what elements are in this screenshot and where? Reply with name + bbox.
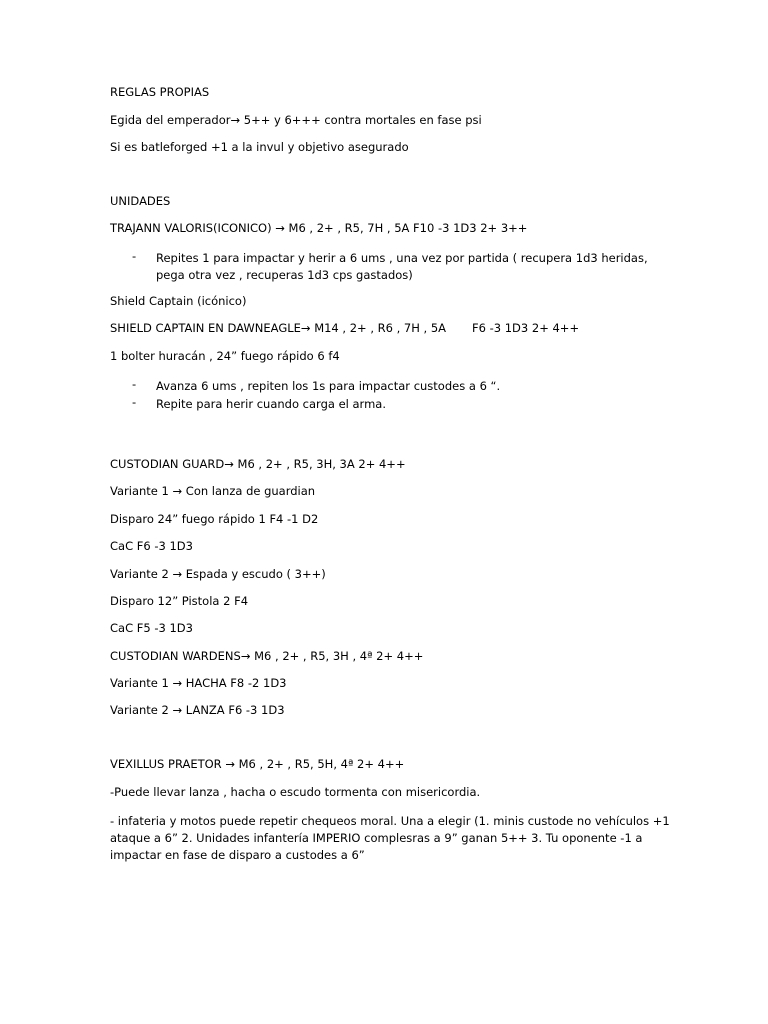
- dawneagle-weapon-stats: F6 -3 1D3 2+ 4++: [472, 321, 580, 335]
- shield-captain-weapon: 1 bolter huracán , 24” fuego rápido 6 f4: [110, 349, 340, 363]
- shield-captain-dawneagle-line: [110, 322, 579, 336]
- shield-captain-bullet-marker-1: -: [132, 377, 137, 391]
- custodian-guard-variant-1: Variante 1 → Con lanza de guardian: [110, 484, 316, 498]
- reglas-batleforged-line: Si es batleforged +1 a la invul y objetivo asegurado: [110, 140, 409, 154]
- shield-captain-bullet-1: Avanza 6 ums , repiten los 1s para impactar custodes a 6 “.: [156, 379, 501, 393]
- unidades-heading: UNIDADES: [110, 194, 171, 208]
- shield-captain-title: Shield Captain (icónico): [110, 294, 247, 308]
- custodian-guard-variant-1-cac: CaC F6 -3 1D3: [110, 539, 193, 553]
- dawneagle-stats: SHIELD CAPTAIN EN DAWNEAGLE→ M14 , 2+ , R6 , 7H , 5A: [110, 321, 447, 335]
- reglas-heading: REGLAS PROPIAS: [110, 85, 210, 99]
- custodian-guard-title: CUSTODIAN GUARD→ M6 , 2+ , R5, 3H, 3A 2+ 4++: [110, 457, 406, 471]
- trajann-bullet-1: Repites 1 para impactar y herir a 6 ums , una vez por partida ( recupera 1d3 heridas, pega otra vez , recuperas 1d3 cps gastados): [156, 251, 648, 282]
- trajann-bullet-marker: -: [132, 249, 137, 263]
- custodian-guard-variant-1-shot: Disparo 24” fuego rápido 1 F4 -1 D2: [110, 512, 319, 526]
- custodian-wardens-variant-2: Variante 2 → LANZA F6 -3 1D3: [110, 703, 285, 717]
- vexillus-abilities: - infateria y motos puede repetir chequeos moral. Una a elegir (1. minis custode no vehículos +1 ataque a 6” 2. Unidades infantería IMPERIO complesras a 9” ganan 5++ 3. Tu oponente -1 a impactar en fase de disparo a custodes a 6”: [110, 814, 670, 862]
- trajann-title: TRAJANN VALORIS(ICONICO) → M6 , 2+ , R5, 7H , 5A F10 -3 1D3 2+ 3++: [110, 221, 528, 235]
- custodian-guard-variant-2-cac: CaC F5 -3 1D3: [110, 621, 193, 635]
- shield-captain-bullet-2: Repite para herir cuando carga el arma.: [156, 397, 386, 411]
- vexillus-title: VEXILLUS PRAETOR → M6 , 2+ , R5, 5H, 4ª 2+ 4++: [110, 757, 405, 771]
- custodian-guard-variant-2-shot: Disparo 12” Pistola 2 F4: [110, 594, 249, 608]
- reglas-egida-line: Egida del emperador→ 5++ y 6+++ contra mortales en fase psi: [110, 113, 482, 127]
- shield-captain-bullet-marker-2: -: [132, 395, 137, 409]
- vexillus-options: -Puede llevar lanza , hacha o escudo tormenta con misericordia.: [110, 785, 481, 799]
- custodian-wardens-title: CUSTODIAN WARDENS→ M6 , 2+ , R5, 3H , 4ª 2+ 4++: [110, 649, 424, 663]
- custodian-guard-variant-2: Variante 2 → Espada y escudo ( 3++): [110, 567, 326, 581]
- custodian-wardens-variant-1: Variante 1 → HACHA F8 -2 1D3: [110, 676, 287, 690]
